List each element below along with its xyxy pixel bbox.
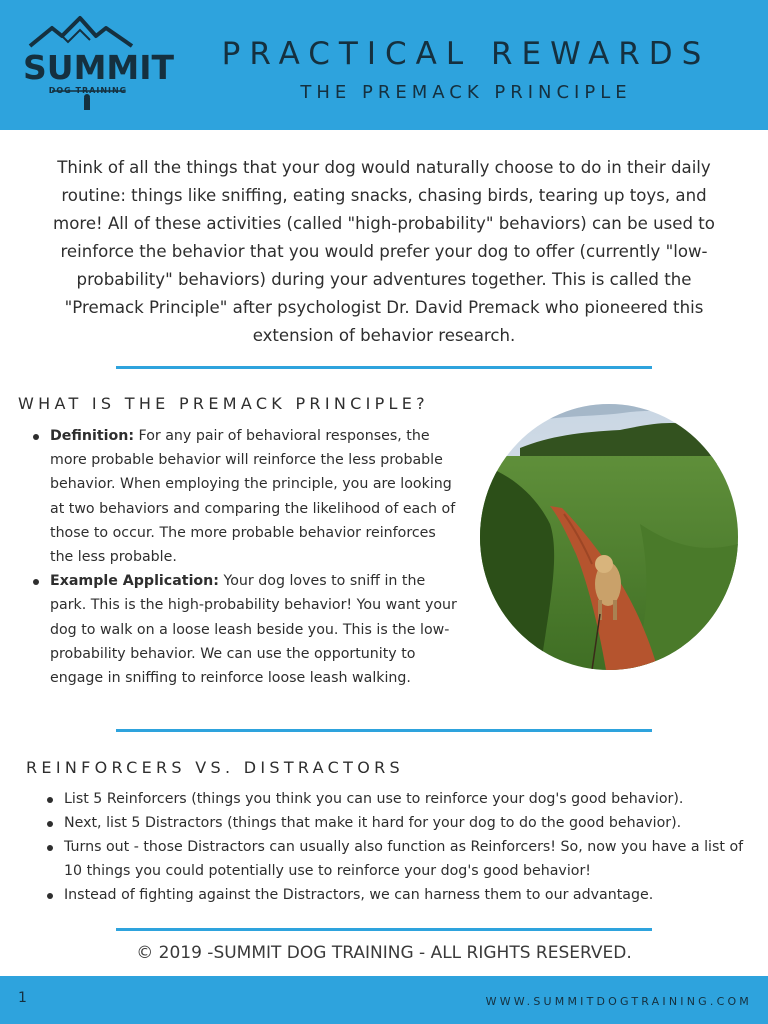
dog-on-trail-photo bbox=[480, 404, 738, 670]
bullet-term: Definition: bbox=[50, 428, 135, 444]
list-item bbox=[30, 424, 462, 569]
bullet-text: For any pair of behavioral responses, the more probable behavior will reinforce the less probable behavior. When employing the principle, you are looking at two behaviors and comparing the likelihood of each of those to occur. The more probable behavior reinforces the less probable. bbox=[50, 428, 456, 566]
divider bbox=[116, 729, 652, 732]
copyright-notice: © 2019 -SUMMIT DOG TRAINING - ALL RIGHTS RESERVED. bbox=[136, 943, 632, 963]
section-heading-premack: WHAT IS THE PREMACK PRINCIPLE? bbox=[18, 394, 429, 413]
list-item: Instead of fighting against the Distractors, we can harness them to our advantage. bbox=[44, 883, 744, 907]
divider bbox=[116, 928, 652, 931]
list-item: Turns out - those Distractors can usually also function as Reinforcers! So, now you have a list of 10 things you could potentially use to reinforce your dog's good behavior! bbox=[44, 835, 744, 883]
header-banner bbox=[0, 0, 768, 130]
intro-paragraph: Think of all the things that your dog would naturally choose to do in their daily routine: things like sniffing, eating snacks, chasing birds, tearing up toys, and more! All of these activities (called "high-probability" behaviors) can be used to reinforce the behavior that you would prefer your dog to offer (currently "low-probability" behaviors) during your adventures together. This is called the "Premack Principle" after psychologist Dr. David Premack who pioneered this extension of behavior research. bbox=[53, 158, 715, 345]
summit-logo bbox=[18, 12, 175, 116]
premack-bullet-list bbox=[30, 424, 462, 690]
bullet-term: Example Application: bbox=[50, 573, 219, 590]
footer-banner bbox=[0, 976, 768, 1024]
list-item: List 5 Reinforcers (things you think you can use to reinforce your dog's good behavior). bbox=[44, 787, 744, 811]
section-heading-reinforcers: REINFORCERS VS. DISTRACTORS bbox=[26, 758, 404, 777]
website-url: WWW.SUMMITDOGTRAINING.COM bbox=[485, 995, 752, 1008]
list-item: Next, list 5 Distractors (things that make it hard for your dog to do the good behavior). bbox=[44, 811, 744, 835]
divider bbox=[116, 366, 652, 369]
bullet-text: Your dog loves to sniff in the park. This is the high-probability behavior! You want your dog to walk on a loose leash beside you. This is the low-probability behavior. We can use the opportunity to engage in sniffing to reinforce loose leash walking. bbox=[50, 573, 457, 687]
list-item bbox=[30, 569, 462, 690]
page-number: 1 bbox=[18, 990, 27, 1006]
page-title: PRACTICAL REWARDS bbox=[221, 36, 711, 72]
logo-wordmark: SUMMIT bbox=[23, 48, 175, 87]
logo-tagline: DOG TRAINING bbox=[48, 86, 128, 95]
reinforcers-bullet-list bbox=[44, 787, 744, 907]
page-subtitle: THE PREMACK PRINCIPLE bbox=[300, 82, 632, 103]
